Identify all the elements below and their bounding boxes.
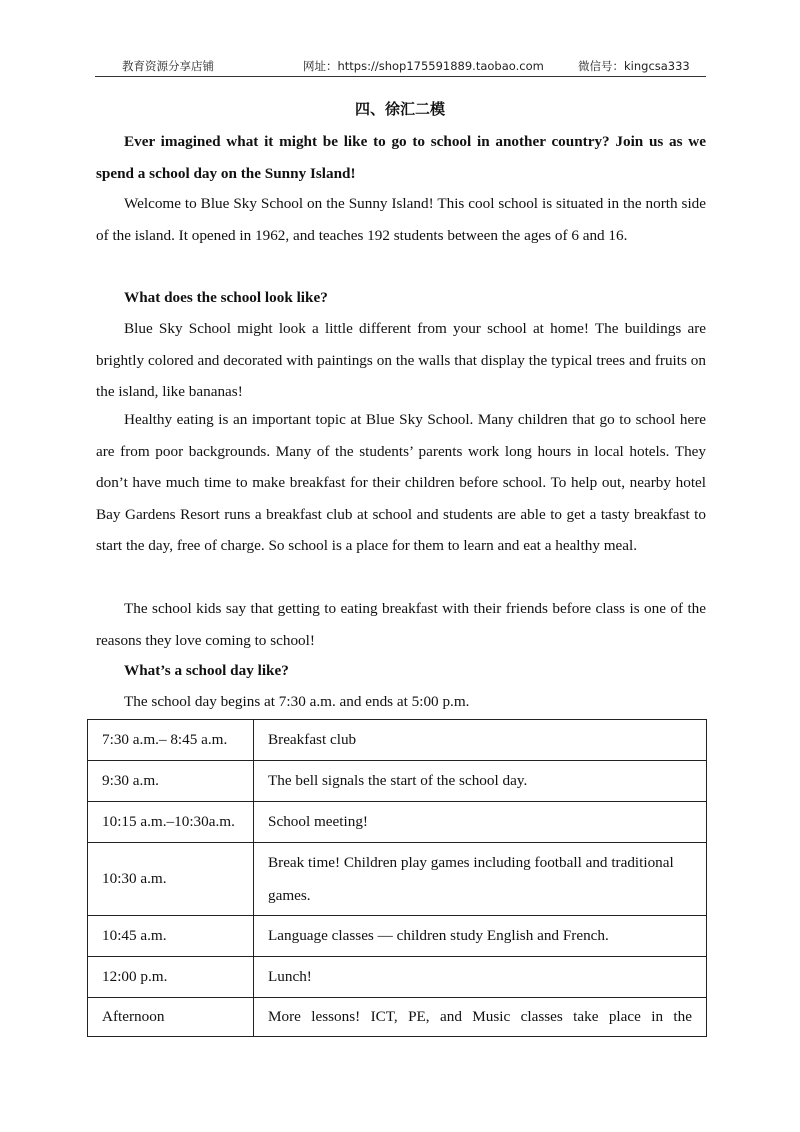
header-shop-name: 教育资源分享店铺 [122, 59, 214, 73]
heading-1-text: What does the school look like? [124, 289, 328, 306]
schedule-time: Afternoon [88, 998, 254, 1037]
schedule-activity: Language classes — children study English and French. [254, 916, 707, 957]
schedule-time: 10:45 a.m. [88, 916, 254, 957]
paragraph-3-text: Healthy eating is an important topic at Blue Sky School. Many children that go to school here are from poor backgrounds. Many of the students’ parents work long hours in local hotels. They don’t have much time to make breakfast for their children before school. To help out, nearby hotel Bay Gardens Resort runs a breakfast club at school and students are able to get a tasty breakfast to start the day, free of charge. So school is a place for them to learn and eat a healthy meal. [96, 411, 706, 554]
schedule-time: 10:30 a.m. [88, 843, 254, 916]
table-row [88, 998, 707, 1037]
paragraph-5-text: The school day begins at 7:30 a.m. and ends at 5:00 p.m. [124, 693, 470, 710]
paragraph-5 [96, 686, 706, 718]
paragraph-4-text: The school kids say that getting to eating breakfast with their friends before class is one of the reasons they love coming to school! [96, 600, 706, 649]
schedule-activity: Break time! Children play games including football and traditional games. [254, 843, 707, 916]
paragraph-4 [96, 593, 706, 656]
schedule-activity: School meeting! [254, 802, 707, 843]
schedule-time: 10:15 a.m.–10:30a.m. [88, 802, 254, 843]
paragraph-3 [96, 404, 706, 562]
intro-text: Ever imagined what it might be like to go to school in another country? Join us as we spend a school day on the Sunny Island! [96, 133, 706, 182]
table-row [88, 802, 707, 843]
heading-school-look [96, 282, 706, 314]
intro-paragraph [96, 126, 706, 189]
table-row [88, 916, 707, 957]
table-row [88, 843, 707, 916]
heading-school-day [96, 655, 706, 687]
schedule-time: 9:30 a.m. [88, 761, 254, 802]
schedule-time: 7:30 a.m.– 8:45 a.m. [88, 720, 254, 761]
schedule-activity: More lessons! ICT, PE, and Music classes take place in the [254, 998, 707, 1037]
page-header [95, 56, 706, 77]
paragraph-1 [96, 188, 706, 251]
page-title: 四、徐汇二模 [354, 100, 445, 118]
schedule-activity: Lunch! [254, 957, 707, 998]
table-row [88, 761, 707, 802]
paragraph-2-text: Blue Sky School might look a little different from your school at home! The buildings are brightly colored and decorated with paintings on the walls that display the typical trees and fruits on the island, like bananas! [96, 320, 706, 400]
heading-2-text: What’s a school day like? [124, 662, 289, 679]
header-wechat: 微信号：kingcsa333 [578, 59, 690, 73]
table-row [88, 720, 707, 761]
schedule-table [87, 719, 707, 1037]
header-url: 网址：https://shop175591889.taobao.com [303, 59, 544, 73]
schedule-time: 12:00 p.m. [88, 957, 254, 998]
paragraph-2 [96, 313, 706, 408]
paragraph-1-text: Welcome to Blue Sky School on the Sunny Island! This cool school is situated in the north side of the island. It opened in 1962, and teaches 192 students between the ages of 6 and 16. [96, 195, 706, 244]
schedule-activity: Breakfast club [254, 720, 707, 761]
schedule-activity: The bell signals the start of the school day. [254, 761, 707, 802]
table-row [88, 957, 707, 998]
